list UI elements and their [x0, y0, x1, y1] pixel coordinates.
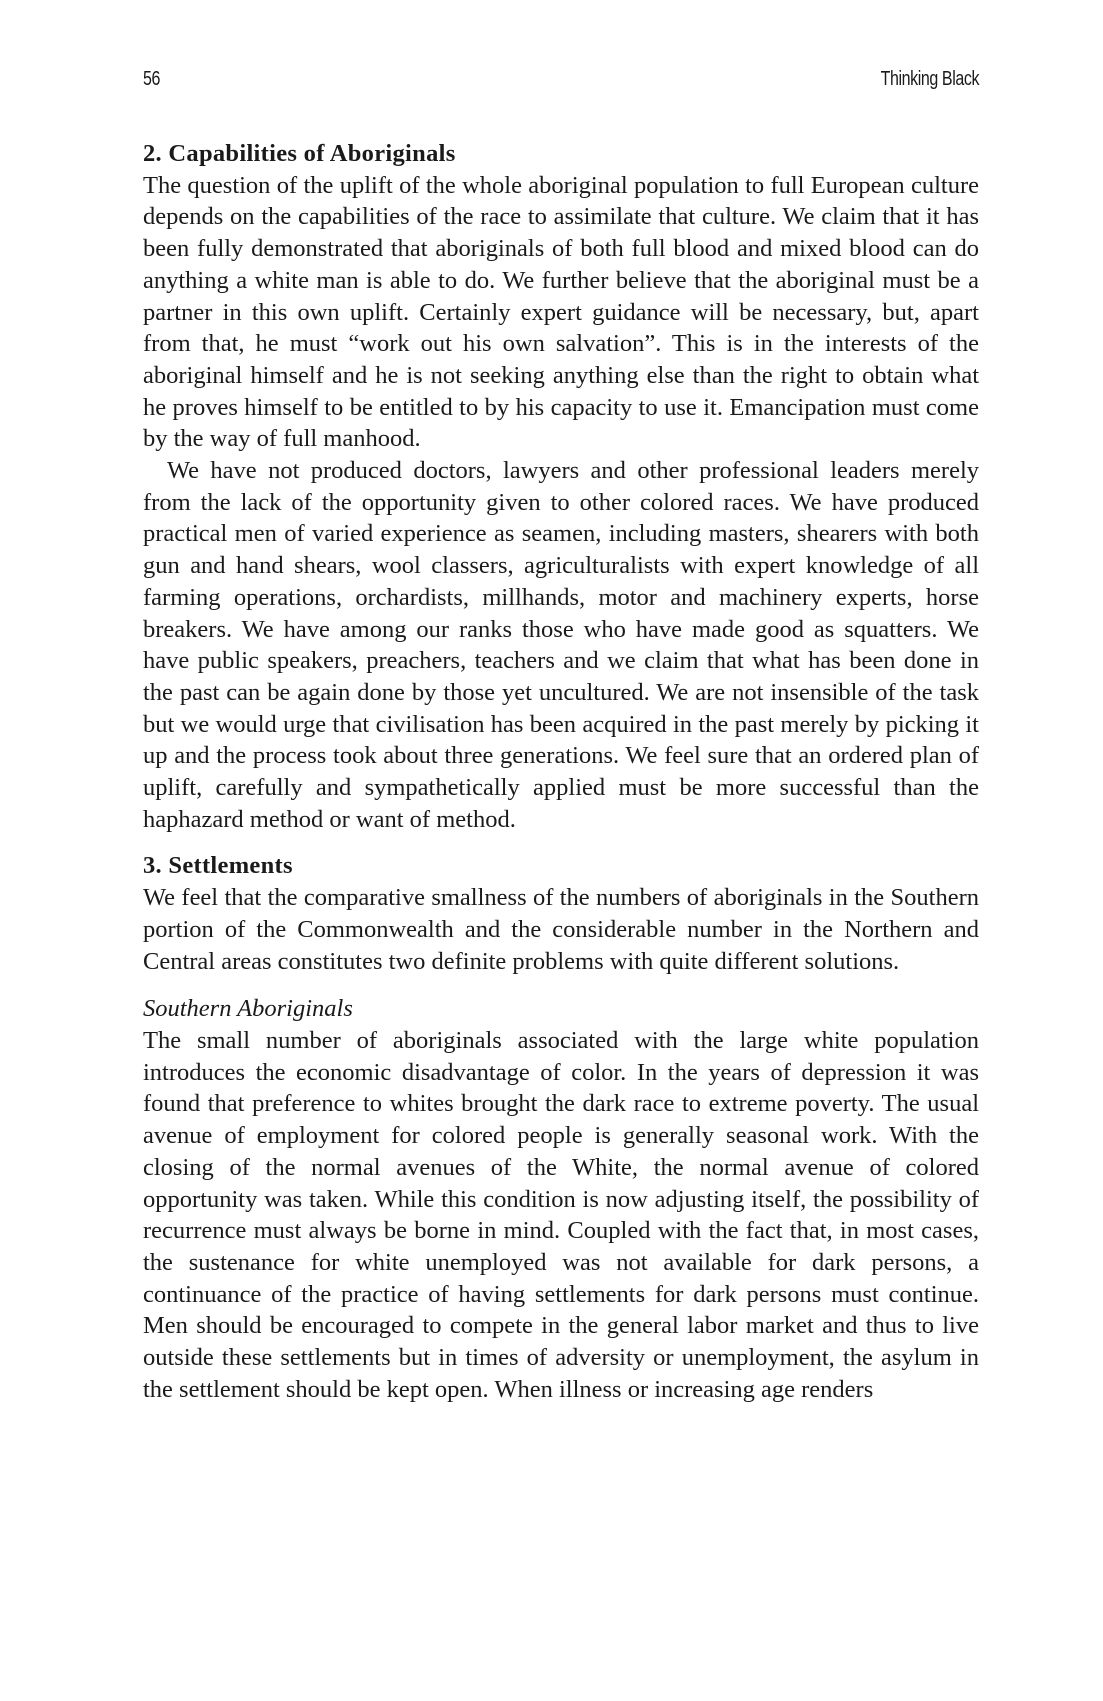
- page-body: [143, 138, 979, 1405]
- paragraph: We feel that the comparative smallness of the numbers of aboriginals in the Southern portion of the Commonwealth and the considerable number in the Northern and Central areas constitutes two definite problems with quite different solutions.: [143, 884, 979, 975]
- paragraph: The question of the uplift of the whole aboriginal population to full European culture depends on the capabilities of the race to assimilate that culture. We claim that it has been fully demonstrated that aboriginals of both full blood and mixed blood can do anything a white man is able to do. We further believe that the aboriginal must be a partner in this own uplift. Certainly expert guidance will be necessary, but, apart from that, he must “work out his own salvation”. This is in the interests of the aboriginal himself and he is not seeking anything else than the right to obtain what he proves himself to be entitled to by his capacity to use it. Emancipation must come by the way of full manhood.: [143, 171, 979, 453]
- section-heading-settlements: 3. Settlements: [143, 852, 293, 880]
- section-heading-capabilities: 2. Capabilities of Aboriginals: [143, 140, 456, 167]
- paragraph: The small number of aboriginals associated with the large white population introduces the economic disadvantage of color. In the years of depression it was found that preference to whites brought the dark race to extreme poverty. The usual avenue of employment for colored people is generally seasonal work. With the closing of the normal avenues of the White, the normal avenue of colored opportunity was taken. While this condition is now adjusting itself, the possibility of recurrence must always be borne in mind. Coupled with the fact that, in most cases, the sustenance for white unemployed was not available for dark persons, a continuance of the practice of having settlements for dark persons must continue. Men should be encouraged to compete in the general labor market and thus to live outside these settlements but in times of adversity or unemployment, the asylum in the settlement should be kept open. When illness or increasing age renders: [143, 1026, 979, 1403]
- running-head: [143, 68, 979, 96]
- book-title: Thinking Black: [880, 68, 979, 90]
- page-number: 56: [143, 68, 160, 90]
- subheading-southern-aboriginals: Southern Aboriginals: [143, 995, 353, 1023]
- paragraph: We have not produced doctors, lawyers and other professional leaders merely from the lack of the opportunity given to other colored races. We have produced practical men of varied experience as seamen, including masters, shearers with both gun and hand shears, wool classers, agriculturalists with expert knowledge of all farming operations, orchardists, millhands, motor and machinery experts, horse breakers. We have among our ranks those who have made good as squatters. We have public speakers, preachers, teachers and we claim that what has been done in the past can be again done by those yet uncultured. We are not insensible of the task but we would urge that civilisation has been acquired in the past merely by picking it up and the process took about three generations. We feel sure that an ordered plan of uplift, carefully and sympathetically applied must be more successful than the haphazard method or want of method.: [143, 457, 979, 833]
